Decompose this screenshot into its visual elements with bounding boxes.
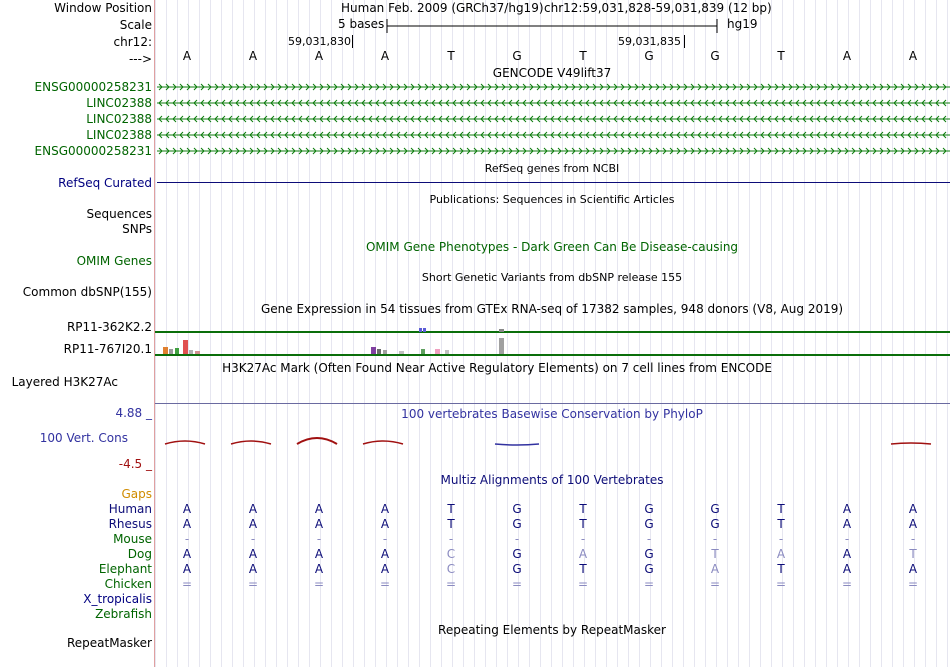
alignment-base: A	[908, 502, 918, 516]
alignment-base: =	[841, 577, 853, 591]
alignment-base: T	[777, 517, 785, 531]
alignment-base: A	[380, 562, 390, 576]
track-title-multiz: Multiz Alignments of 100 Vertebrates	[440, 473, 664, 487]
dna-base: G	[644, 49, 654, 63]
alignment-base: A	[248, 562, 258, 576]
label-snps[interactable]: SNPs	[122, 222, 152, 236]
alignment-base: -	[250, 532, 256, 546]
window-position-text: chr12:59,031,828-59,031,839 (12 bp)	[544, 1, 772, 15]
dna-base: T	[777, 49, 785, 63]
alignment-base: =	[247, 577, 259, 591]
label-chromosome[interactable]: chr12:	[113, 35, 152, 49]
alignment-base: G	[512, 562, 522, 576]
alignment-base: G	[644, 547, 654, 561]
gtex-tissue-bar	[435, 349, 440, 354]
ruler-tick	[684, 35, 685, 48]
dna-base: G	[512, 49, 522, 63]
track-title-phylop: 100 vertebrates Basewise Conservation by PhyloP	[401, 407, 703, 421]
label-repeatmasker[interactable]: RepeatMasker	[66, 636, 152, 650]
phylop-conservation-plot[interactable]	[155, 434, 950, 454]
assembly-name: Human Feb. 2009 (GRCh37/hg19)	[341, 1, 544, 15]
alignment-base: =	[379, 577, 391, 591]
label-phylop-min: -4.5 _	[118, 457, 152, 471]
track-title-gencode: GENCODE V49lift37	[492, 66, 612, 80]
alignment-base: -	[844, 532, 850, 546]
track-labels-panel	[0, 0, 155, 667]
alignment-base: T	[777, 502, 785, 516]
phylop-score-curve	[495, 444, 539, 445]
dna-base: T	[579, 49, 587, 63]
alignment-base: G	[710, 502, 720, 516]
gtex-tissue-bar	[421, 349, 425, 354]
alignment-base: -	[910, 532, 916, 546]
label-species-mouse[interactable]: Mouse	[113, 532, 152, 546]
dna-base: T	[447, 49, 455, 63]
refseq-line[interactable]	[157, 182, 950, 183]
dna-base: A	[908, 49, 918, 63]
alignment-base: =	[511, 577, 523, 591]
alignment-base: A	[314, 547, 324, 561]
alignment-base: C	[446, 562, 456, 576]
label-gaps[interactable]: Gaps	[121, 487, 152, 501]
alignment-base: -	[580, 532, 586, 546]
gtex-tissue-bar	[377, 349, 381, 354]
alignment-base: G	[512, 547, 522, 561]
alignment-base: A	[842, 562, 852, 576]
gtex-tissue-bar	[399, 351, 404, 354]
label-gencode-gene[interactable]: LINC02388	[86, 96, 152, 110]
alignment-base: -	[514, 532, 520, 546]
track-title-refseq: RefSeq genes from NCBI	[484, 162, 620, 175]
alignment-base: A	[908, 562, 918, 576]
ruler-tick	[352, 35, 353, 48]
gtex-tissue-bar	[419, 328, 422, 332]
alignment-base: A	[842, 517, 852, 531]
label-species-dog[interactable]: Dog	[127, 547, 152, 561]
gtex-tissue-bar	[499, 338, 504, 354]
gtex-tissue-bar	[371, 347, 376, 354]
tracks-panel[interactable]	[155, 0, 950, 667]
label-refseq-curated[interactable]: RefSeq Curated	[58, 176, 152, 190]
alignment-base: G	[644, 502, 654, 516]
gtex-tissue-bar	[163, 347, 168, 354]
dna-base: A	[842, 49, 852, 63]
alignment-base: =	[775, 577, 787, 591]
alignment-base: =	[181, 577, 193, 591]
label-species-rhesus[interactable]: Rhesus	[108, 517, 152, 531]
label-gencode-gene[interactable]: ENSG00000258231	[34, 144, 152, 158]
alignment-base: =	[709, 577, 721, 591]
dna-base: A	[182, 49, 192, 63]
ruler-tick-label: 59,031,835	[618, 35, 681, 48]
alignment-base: T	[579, 517, 587, 531]
alignment-base: A	[908, 517, 918, 531]
label-sequences[interactable]: Sequences	[86, 207, 152, 221]
alignment-base: A	[380, 547, 390, 561]
dna-base: A	[248, 49, 258, 63]
label-common-dbsnp[interactable]: Common dbSNP(155)	[22, 285, 152, 299]
track-title-publications: Publications: Sequences in Scientific Articles	[429, 193, 675, 206]
label-omim-genes[interactable]: OMIM Genes	[76, 254, 152, 268]
alignment-base: G	[512, 502, 522, 516]
alignment-base: G	[644, 517, 654, 531]
track-title-repeatmasker: Repeating Elements by RepeatMasker	[438, 623, 666, 637]
alignment-base: -	[316, 532, 322, 546]
label-phylop-max: 4.88 _	[115, 406, 152, 420]
alignment-base: A	[842, 547, 852, 561]
track-title-gtex: Gene Expression in 54 tissues from GTEx RNA-seq of 17382 samples, 948 donors (V8, Aug 2019)	[260, 302, 844, 316]
gtex-tissue-bar	[195, 351, 200, 354]
label-species-zebrafish[interactable]: Zebrafish	[95, 607, 152, 621]
label-layered-h3k27ac[interactable]: Layered H3K27Ac	[11, 375, 118, 389]
alignment-base: -	[184, 532, 190, 546]
label-gtex-gene[interactable]: RP11-362K2.2	[66, 320, 152, 334]
alignment-base: A	[182, 562, 192, 576]
label-strand-arrow[interactable]: --->	[128, 52, 152, 66]
gtex-tissue-bar	[169, 349, 173, 354]
alignment-base: A	[182, 547, 192, 561]
alignment-base: A	[248, 502, 258, 516]
label-100-vert-cons[interactable]: 100 Vert. Cons	[39, 431, 128, 445]
alignment-base: G	[710, 517, 720, 531]
gtex-expression-bars[interactable]	[155, 316, 950, 358]
alignment-base: T	[579, 502, 587, 516]
alignment-base: -	[778, 532, 784, 546]
label-gencode-gene[interactable]: ENSG00000258231	[34, 80, 152, 94]
gtex-tissue-bar	[183, 340, 188, 354]
label-gencode-gene[interactable]: LINC02388	[86, 128, 152, 142]
alignment-base: =	[577, 577, 589, 591]
alignment-base: -	[646, 532, 652, 546]
alignment-base: A	[314, 517, 324, 531]
alignment-base: T	[447, 517, 455, 531]
label-species-human[interactable]: Human	[108, 502, 152, 516]
scale-bar	[385, 17, 725, 35]
gtex-tissue-bar	[445, 350, 449, 354]
label-species-chicken[interactable]: Chicken	[104, 577, 152, 591]
alignment-base: A	[248, 547, 258, 561]
h3k27ac-baseline	[155, 403, 950, 404]
dna-base: A	[314, 49, 324, 63]
alignment-base: -	[382, 532, 388, 546]
dna-base: G	[710, 49, 720, 63]
gtex-tissue-bar	[499, 329, 504, 332]
alignment-base: G	[644, 562, 654, 576]
label-gencode-gene[interactable]: LINC02388	[86, 112, 152, 126]
alignment-base: A	[182, 502, 192, 516]
alignment-base: C	[446, 547, 456, 561]
alignment-base: A	[842, 502, 852, 516]
label-species-x-tropicalis[interactable]: X_tropicalis	[83, 592, 152, 606]
scale-bar-text: 5 bases	[338, 17, 385, 31]
alignment-base: T	[909, 547, 917, 561]
alignment-base: =	[643, 577, 655, 591]
phylop-score-curve	[363, 441, 403, 444]
phylop-score-curve	[891, 443, 931, 444]
alignment-base: A	[314, 562, 324, 576]
alignment-base: A	[710, 562, 720, 576]
label-gtex-gene[interactable]: RP11-767I20.1	[63, 342, 152, 356]
alignment-base: =	[907, 577, 919, 591]
phylop-score-curve	[297, 438, 337, 444]
alignment-base: T	[447, 502, 455, 516]
gtex-tissue-bar	[189, 350, 193, 354]
alignment-base: A	[776, 547, 786, 561]
alignment-base: =	[445, 577, 457, 591]
gtex-tissue-bar	[423, 328, 426, 332]
alignment-base: A	[314, 502, 324, 516]
track-title-h3k27ac: H3K27Ac Mark (Often Found Near Active Regulatory Elements) on 7 cell lines from ENCODE	[222, 361, 772, 375]
track-title-dbsnp: Short Genetic Variants from dbSNP release 155	[421, 271, 683, 284]
phylop-score-curve	[165, 441, 205, 444]
alignment-base: A	[248, 517, 258, 531]
alignment-base: -	[712, 532, 718, 546]
track-title-omim: OMIM Gene Phenotypes - Dark Green Can Be Disease-causing	[365, 240, 739, 254]
alignment-base: T	[579, 562, 587, 576]
scale-db-text: hg19	[727, 17, 758, 31]
gtex-tissue-bar	[175, 348, 179, 354]
alignment-base: A	[380, 517, 390, 531]
gencode-transcripts[interactable]	[155, 80, 950, 160]
label-window-position[interactable]: Window Position	[54, 1, 152, 15]
label-species-elephant[interactable]: Elephant	[98, 562, 152, 576]
alignment-base: T	[777, 562, 785, 576]
label-scale[interactable]: Scale	[119, 18, 152, 32]
alignment-base: A	[182, 517, 192, 531]
alignment-base: A	[380, 502, 390, 516]
gtex-tissue-bar	[383, 350, 387, 354]
alignment-base: G	[512, 517, 522, 531]
dna-base: A	[380, 49, 390, 63]
alignment-base: T	[711, 547, 719, 561]
ruler-tick-label: 59,031,830	[288, 35, 351, 48]
alignment-base: =	[313, 577, 325, 591]
alignment-base: A	[578, 547, 588, 561]
phylop-score-curve	[231, 441, 271, 444]
alignment-base: -	[448, 532, 454, 546]
